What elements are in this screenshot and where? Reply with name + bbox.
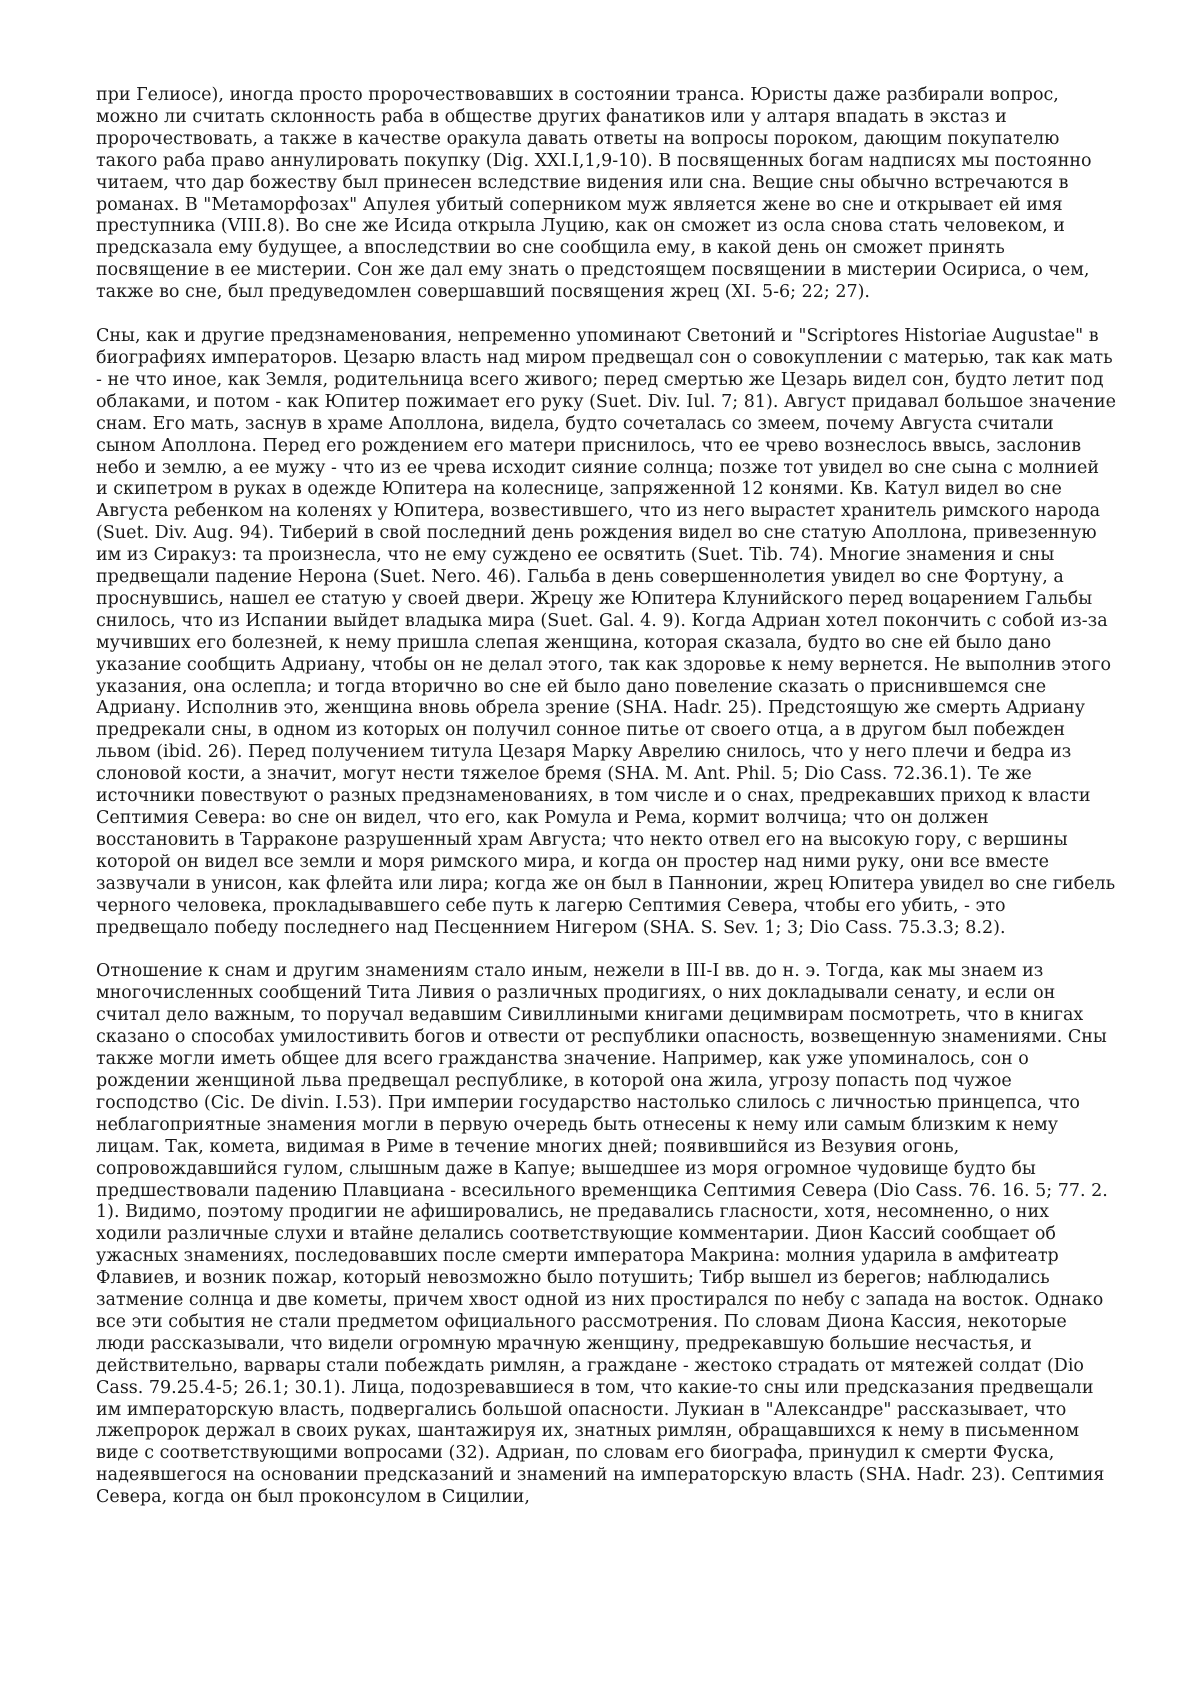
- paragraph-3: Отношение к снам и другим знамениям стало иным, нежели в III-I вв. до н. э. Тогда, как мы знаем из многочисленных сообщений Тита Ливия о различных продигиях, о них докладывали сенату, и если он считал дело важным, то поручал ведавшим Сивиллиными книгами децимвирам посмотреть, что в книгах сказано о способах умилостивить богов и отвести от республики опасность, возвещенную знамениями. Сны также могли иметь общее для всего гражданства значение. Например, как уже упоминалось, сон о рождении женщиной льва предвещал республике, в которой она жила, угрозу попасть под чужое господство (Cic. De divin. I.53). При империи государство настолько слилось с личностью принцепса, что неблагоприятные знамения могли в первую очередь быть отнесены к нему или самым близким к нему лицам. Так, комета, видимая в Риме в течение многих дней; появившийся из Везувия огонь, сопровождавшийся гулом, слышным даже в Капуе; вышедшее из моря огромное чудовище будто бы предшествовали падению Плавциана - всесильного временщика Септимия Севера (Dio Cass. 76. 16. 5; 77. 2. 1). Видимо, поэтому продигии не афишировались, не предавались гласности, хотя, несомненно, о них ходили различные слухи и втайне делались соответствующие комментарии. Дион Кассий сообщает об ужасных знамениях, последовавших после смерти императора Макрина: молния ударила в амфитеатр Флавиев, и возник пожар, который невозможно было потушить; Тибр вышел из берегов; наблюдались затмение солнца и две кометы, причем хвост одной из них простирался по небу с запада на восток. Однако все эти события не стали предметом официального рассмотрения. По словам Диона Кассия, некоторые люди рассказывали, что видели огромную мрачную женщину, предрекавшую большие несчастья, и действительно, варвары стали побеждать римлян, а граждане - жестоко страдать от мятежей солдат (Dio Cass. 79.25.4-5; 26.1; 30.1). Лица, подозревавшиеся в том, что какие-то сны или предсказания предвещали им императорскую власть, подвергались большой опасности. Лукиан в "Александре" рассказывает, что лжепророк держал в своих руках, шантажируя их, знатных римлян, обращавшихся к нему в письменном виде с соответствующими вопросами (32). Адриан, по словам его биографа, принудил к смерти Фуска, надеявшегося на основании предсказаний и знамений на императорскую власть (SHA. Hadr. 23). Септимия Севера, когда он был проконсулом в Сицилии,: [96, 961, 1108, 1508]
- paragraph-2: Сны, как и другие предзнаменования, непременно упоминают Светоний и "Scriptores Historiae Augustae" в биографиях императоров. Цезарю власть над миром предвещал сон о совокуплении с матерью, так как мать - не что иное, как Земля, родительница всего живого; перед смертью же Цезарь видел сон, будто летит под облаками, и потом - как Юпитер пожимает его руку (Suet. Div. Iul. 7; 81). Август придавал большое значение снам. Его мать, заснув в храме Аполлона, видела, будто сочеталась со змеем, почему Августа считали сыном Аполлона. Перед его рождением его матери приснилось, что ее чрево вознеслось ввысь, заслонив небо и землю, а ее мужу - что из ее чрева исходит сияние солнца; позже тот увидел во сне сына с молнией и скипетром в руках в одежде Юпитера на колеснице, запряженной 12 конями. Кв. Катул видел во сне Августа ребенком на коленях у Юпитера, возвестившего, что из него вырастет хранитель римского народа (Suet. Div. Aug. 94). Тиберий в свой последний день рождения видел во сне статую Аполлона, привезенную им из Сиракуз: та произнесла, что не ему суждено ее освятить (Suet. Tib. 74). Многие знамения и сны предвещали падение Нерона (Suet. Nero. 46). Гальба в день совершеннолетия увидел во сне Фортуну, а проснувшись, нашел ее статую у своей двери. Жрецу же Юпитера Клунийского перед воцарением Гальбы снилось, что из Испании выйдет владыка мира (Suet. Gal. 4. 9). Когда Адриан хотел покончить с собой из-за мучивших его болезней, к нему пришла слепая женщина, которая сказала, будто во сне ей было дано указание сообщить Адриану, чтобы он не делал этого, так как здоровье к нему вернется. Не выполнив этого указания, она ослепла; и тогда вторично во сне ей было дано повеление сказать о приснившемся сне Адриану. Исполнив это, женщина вновь обрела зрение (SHA. Hadr. 25). Предстоящую же смерть Адриану предрекали сны, в одном из которых он получил сонное питье от своего отца, а в другом был побежден львом (ibid. 26). Перед получением титула Цезаря Марку Аврелию снилось, что у него плечи и бедра из слоновой кости, а значит, могут нести тяжелое бремя (SHA. M. Ant. Phil. 5; Dio Cass. 72.36.1). Те же источники повествуют о разных предзнаменованиях, в том числе и о снах, предрекавших приход к власти Септимия Севера: во сне он видел, что его, как Ромула и Рема, кормит волчица; что он должен восстановить в Тарраконе разрушенный храм Августа; что некто отвел его на высокую гору, с вершины которой он видел все земли и моря римского мира, и когда он простер над ними руку, они все вместе зазвучали в унисон, как флейта или лира; когда же он был в Паннонии, жрец Юпитера увидел во сне гибель черного человека, прокладывавшего себе путь к лагерю Септимия Севера, чтобы его убить, - это предвещало победу последнего над Песценнием Нигером (SHA. S. Sev. 1; 3; Dio Cass. 75.3.3; 8.2).: [96, 326, 1116, 938]
- document-page: [96, 85, 1116, 1531]
- paragraph-1: при Гелиосе), иногда просто пророчествовавших в состоянии транса. Юристы даже разбирали вопрос, можно ли считать склонность раба в обществе других фанатиков или у алтаря впадать в экстаз и пророчествовать, а также в качестве оракула давать ответы на вопросы пороком, дающим покупателю такого раба право аннулировать покупку (Dig. XXI.I,1,9-10). В посвященных богам надписях мы постоянно читаем, что дар божеству был принесен вследствие видения или сна. Вещие сны обычно встречаются в романах. В "Метаморфозах" Апулея убитый соперником муж является жене во сне и открывает ей имя преступника (VIII.8). Во сне же Исида открыла Луцию, как он сможет из осла снова стать человеком, и предсказала ему будущее, а впоследствии во сне сообщила ему, в какой день он сможет принять посвящение в ее мистерии. Сон же дал ему знать о предстоящем посвящении в мистерии Осириса, о чем, также во сне, был предуведомлен совершавший посвящения жрец (XI. 5-6; 22; 27).: [96, 85, 1092, 303]
